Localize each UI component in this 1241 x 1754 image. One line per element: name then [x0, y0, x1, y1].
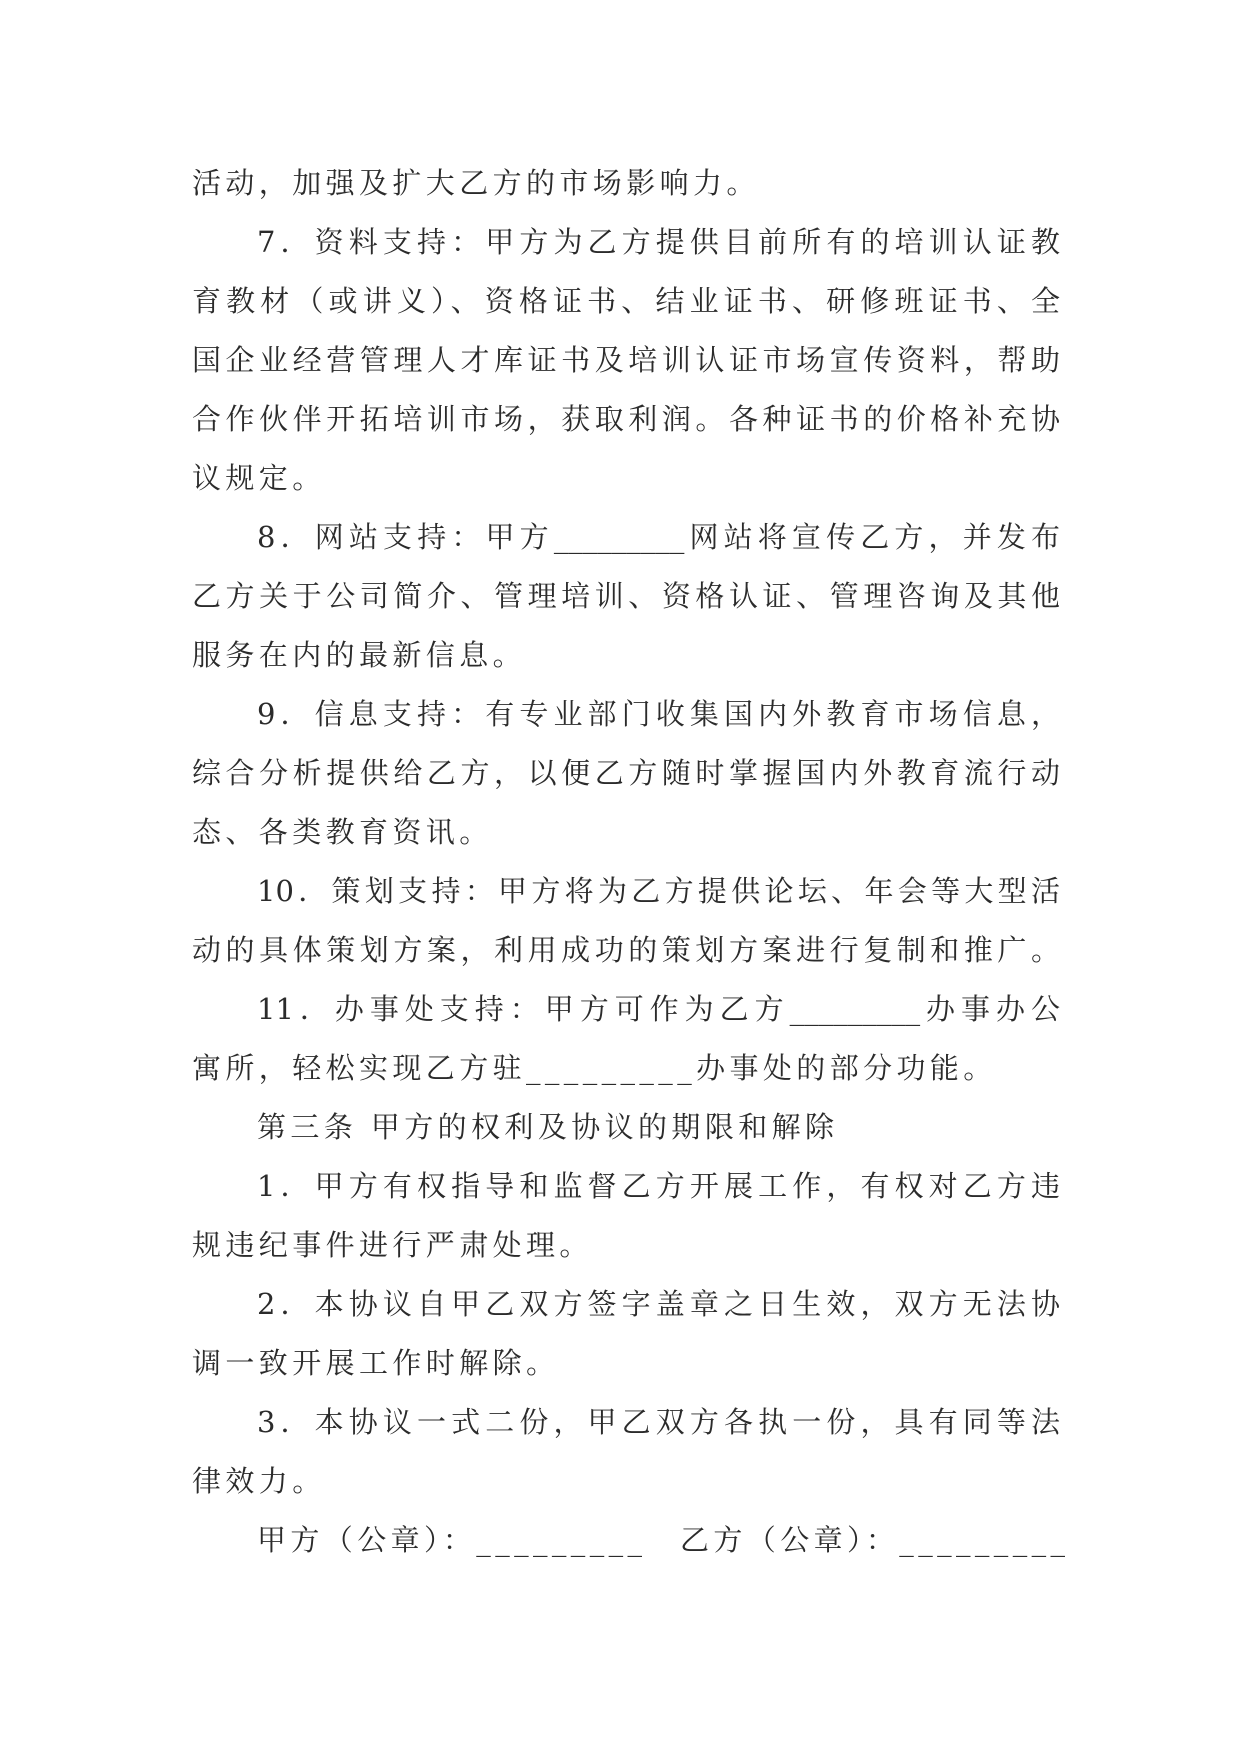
clause-10-planning-support: 10．策划支持：甲方将为乙方提供论坛、年会等大型活 [257, 874, 1060, 908]
signature-line [257, 1511, 1070, 1570]
article-3-item-1: 1．甲方有权指导和监督乙方开展工作，有权对乙方违 [257, 1169, 1060, 1203]
text-line: 合作伙伴开拓培训市场，获取利润。各种证书的价格补充协 [192, 402, 1060, 436]
text-line: 活动，加强及扩大乙方的市场影响力。 [192, 166, 760, 200]
clause-11-office-support: 11．办事处支持：甲方可作为乙方_________办事办公 [257, 992, 1060, 1026]
text-line: 议规定。 [192, 461, 326, 495]
text-line: 寓所，轻松实现乙方驻_________办事处的部分功能。 [192, 1051, 997, 1085]
article-3-item-2: 2．本协议自甲乙双方签字盖章之日生效，双方无法协 [257, 1287, 1060, 1321]
text-line: 态、各类教育资讯。 [192, 815, 493, 849]
clause-9-information-support: 9．信息支持：有专业部门收集国内外教育市场信息， [257, 697, 1060, 731]
article-3-heading: 第三条 甲方的权利及协议的期限和解除 [257, 1110, 839, 1144]
text-line: 律效力。 [192, 1464, 326, 1498]
text-line: 服务在内的最新信息。 [192, 638, 527, 672]
text-line: 育教材（或讲义）、资格证书、结业证书、研修班证书、全 [192, 284, 1060, 318]
text-line: 乙方关于公司简介、管理培训、资格认证、管理咨询及其他 [192, 579, 1060, 613]
clause-8-website-support: 8．网站支持：甲方_________网站将宣传乙方，并发布 [257, 520, 1060, 554]
article-3-item-3: 3．本协议一式二份，甲乙双方各执一份，具有同等法 [257, 1405, 1060, 1439]
text-line: 国企业经营管理人才库证书及培训认证市场宣传资料，帮助 [192, 343, 1060, 377]
text-line: 规违纪事件进行严肃处理。 [192, 1228, 593, 1262]
party-b-seal-field: 乙方（公章）：_________ [680, 1523, 1070, 1557]
document-body [0, 154, 1241, 1570]
text-line: 动的具体策划方案，利用成功的策划方案进行复制和推广。 [192, 933, 1060, 967]
text-line: 调一致开展工作时解除。 [192, 1346, 560, 1380]
clause-7-resource-support: 7．资料支持：甲方为乙方提供目前所有的培训认证教 [257, 225, 1060, 259]
party-a-seal-field: 甲方（公章）：_________ [257, 1523, 647, 1557]
text-line: 综合分析提供给乙方，以便乙方随时掌握国内外教育流行动 [192, 756, 1060, 790]
